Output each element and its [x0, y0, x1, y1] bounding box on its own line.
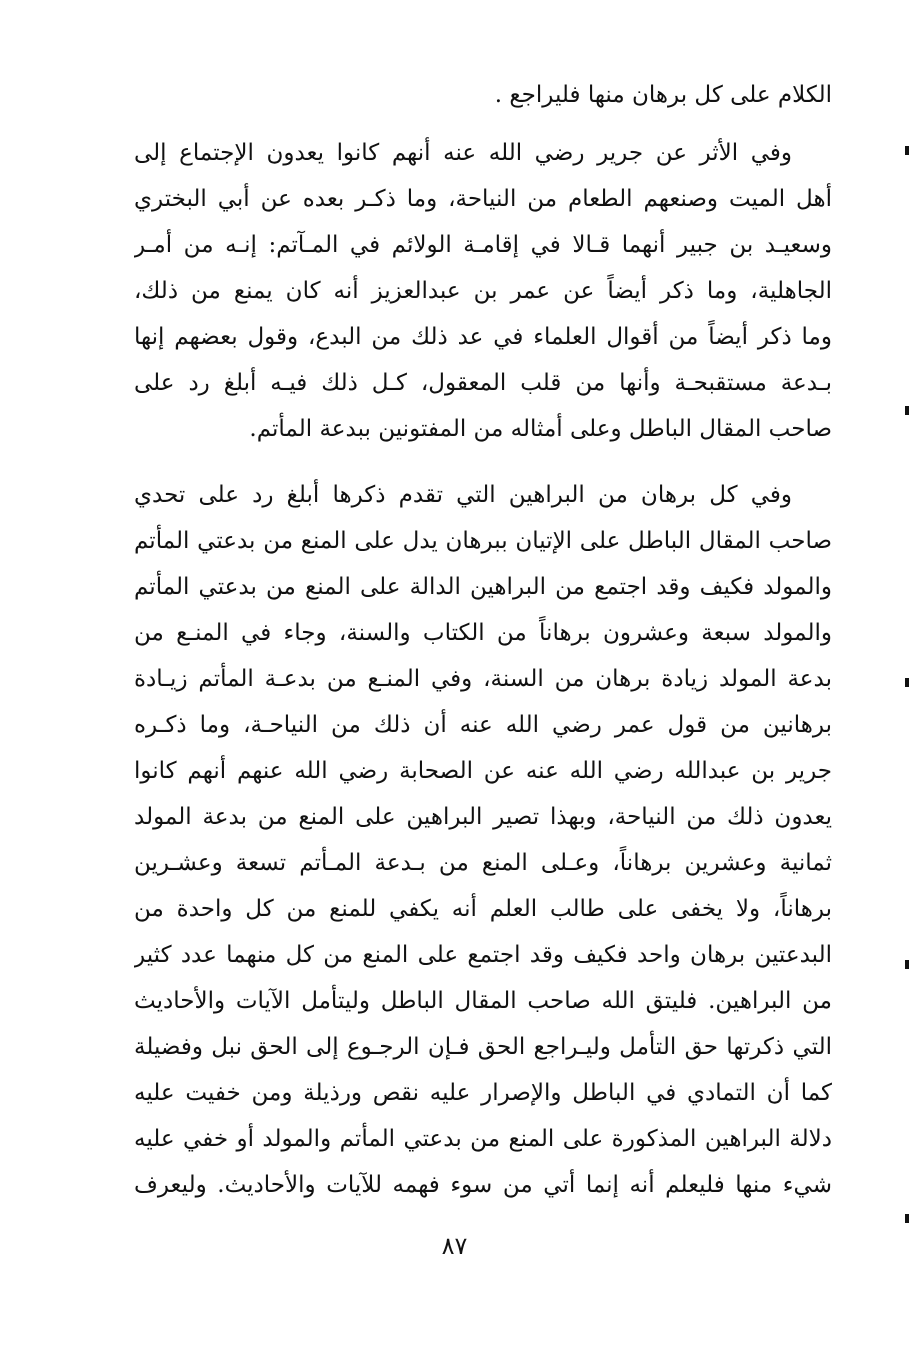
text-line: البدعتين برهان واحد فكيف وقد اجتمع على المنع من كل منهما عدد كثير [134, 942, 832, 968]
text-line: من البراهين. فليتق الله صاحب المقال الباطل وليتأمل الآيات والأحاديث [134, 988, 832, 1014]
text-line: بـدعة مستقبحـة وأنها من قلب المعقول، كـل ذلك فيـه أبلغ رد على [134, 370, 832, 396]
text-line: وفي الأثر عن جرير رضي الله عنه أنهم كانوا يعدون الإجتماع إلى [134, 140, 792, 166]
text-line: وما ذكر أيضاً من أقوال العلماء في عد ذلك من البدع، وقول بعضهم إنها [134, 324, 832, 350]
margin-mark [905, 678, 909, 687]
text-line: وسعيـد بن جبير أنهما قـالا في إقامـة الولائم في المـآتم: إنـه من أمـر [134, 232, 832, 258]
text-line: ثمانية وعشرين برهاناً، وعـلى المنع من بـدعة المـأتم تسعة وعشـرين [134, 850, 832, 876]
text-line: صاحب المقال الباطل على الإتيان ببرهان يدل على المنع من بدعتي المأتم [134, 528, 832, 554]
text-line: والمولد سبعة وعشرون برهاناً من الكتاب والسنة، وجاء في المنـع من [134, 620, 832, 646]
paragraph-1 [134, 72, 832, 118]
text-line: برهاناً، ولا يخفى على طالب العلم أنه يكفي للمنع من كل واحدة من [134, 896, 832, 922]
text-line: شيء منها فليعلم أنه إنما أتي من سوء فهمه للآيات والأحاديث. وليعرف [134, 1172, 832, 1198]
text-line: دلالة البراهين المذكورة على المنع من بدعتي المأتم والمولد أو خفي عليه [134, 1126, 832, 1152]
text-line: صاحب المقال الباطل وعلى أمثاله من المفتونين ببدعة المأتم. [249, 416, 832, 442]
text-line: بدعة المولد زيادة برهان من السنة، وفي المنـع من بدعـة المأتم زيـادة [134, 666, 832, 692]
text-line: أهل الميت وصنعهم الطعام من النياحة، وما ذكـر بعده عن أبي البختري [134, 186, 832, 212]
text-line: يعدون ذلك من النياحة، وبهذا تصير البراهين على المنع من بدعة المولد [134, 804, 832, 830]
text-line: والمولد فكيف وقد اجتمع من البراهين الدالة على المنع من بدعتي المأتم [134, 574, 832, 600]
paragraph-2 [134, 130, 832, 452]
paragraph-3 [134, 472, 832, 1208]
margin-mark [905, 1214, 909, 1223]
margin-mark [905, 146, 909, 155]
text-line: وفي كل برهان من البراهين التي تقدم ذكرها أبلغ رد على تحدي [134, 482, 792, 508]
margin-mark [905, 960, 909, 969]
margin-mark [905, 406, 909, 415]
text-line: كما أن التمادي في الباطل والإصرار عليه نقص ورذيلة ومن خفيت عليه [134, 1080, 832, 1106]
page-number: ٨٧ [441, 1232, 468, 1260]
text-line: برهانين من قول عمر رضي الله عنه أن ذلك من النياحـة، وما ذكـره [134, 712, 832, 738]
text-line: الكلام على كل برهان منها فليراجع . [494, 82, 832, 108]
text-line: التي ذكرتها حق التأمل وليـراجع الحق فـإن الرجـوع إلى الحق نبل وفضيلة [134, 1034, 832, 1060]
text-line: الجاهلية، وما ذكر أيضاً عن عمر بن عبدالعزيز أنه كان يمنع من ذلك، [134, 278, 832, 304]
text-line: جرير بن عبدالله رضي الله عنه عن الصحابة رضي الله عنهم أنهم كانوا [134, 758, 832, 784]
